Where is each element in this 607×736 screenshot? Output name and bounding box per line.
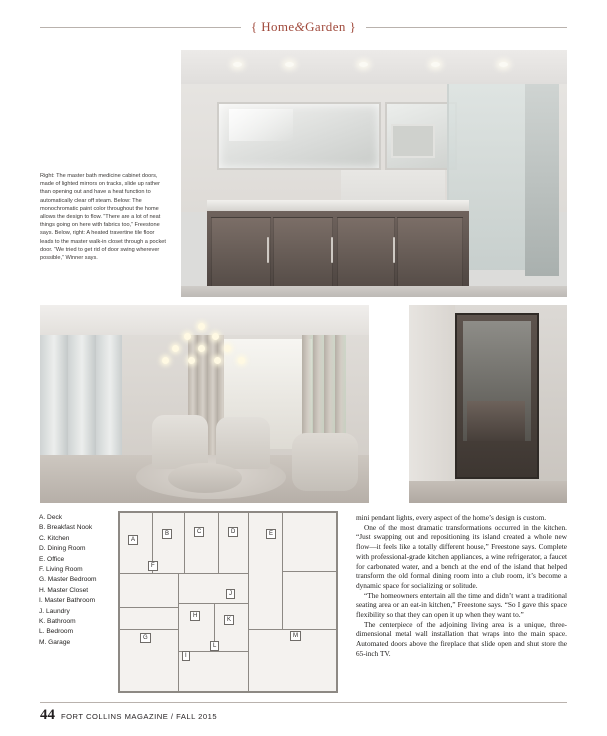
legend-item: J. Laundry — [39, 607, 70, 615]
body-paragraph: mini pendant lights, every aspect of the home’s design is custom. — [356, 513, 547, 522]
publication-name: FORT COLLINS MAGAZINE / FALL 2015 — [61, 712, 218, 721]
legend-item: B. Breakfast Nook — [39, 524, 93, 532]
floorplan-label-k: K — [224, 615, 234, 625]
body-paragraph: “The homeowners entertain all the time and didn’t want a traditional seating area or an eat-in kitchen,” Freestone says. “So I gave this space flexibility so that they can open it up when they want to.” — [356, 590, 567, 620]
closet-vanity — [467, 401, 525, 441]
legend-item: C. Kitchen — [39, 534, 70, 542]
legend-item: F. Living Room — [39, 566, 83, 574]
chandelier — [158, 323, 254, 375]
floorplan-label-i: I — [182, 651, 190, 661]
floorplan-label-c: C — [194, 527, 204, 537]
floorplan-label-g: G — [140, 633, 151, 643]
legend-item: K. Bathroom — [39, 618, 76, 626]
header-rule-left — [40, 27, 241, 28]
armchair-left — [152, 415, 208, 469]
page-number: 44 — [40, 707, 55, 723]
legend-item: G. Master Bedroom — [39, 576, 97, 584]
floorplan-label-f: F — [148, 561, 158, 571]
floorplan-label-b: B — [162, 529, 172, 539]
brace-open: { — [250, 19, 258, 34]
body-paragraph: The centerpiece of the adjoining living area is a unique, three-dimensional metal wall installation that wraps into the main space. Automated doors above the fireplace that slide open and shut store the 65-inch TV. — [356, 619, 567, 658]
photo-living-room — [40, 305, 369, 503]
page-footer — [40, 707, 217, 724]
travertine-floor — [409, 481, 567, 503]
body-paragraph: One of the most dramatic transformations occurred in the kitchen. “Just swapping out and repositioning its island created a whole new flow—it feels like a totally different house,” Freestone says. Complete with professional-grade kitchen appliances, a wine refrigerator, a faucet for carbonated water, and a bench at the end of the island that helped transform the old formal dining room into a club room, it’s become a dynamic space for socializing or solitude. — [356, 522, 567, 590]
floorplan-label-d: D — [228, 527, 238, 537]
shower-stall — [525, 84, 559, 276]
legend-item: H. Master Closet — [39, 586, 89, 594]
floorplan-label-h: H — [190, 611, 200, 621]
legend-item: E. Office — [39, 555, 65, 563]
floorplan-label-a: A — [128, 535, 138, 545]
legend-item: I. Master Bathroom — [39, 597, 96, 605]
ottoman — [168, 463, 242, 493]
floorplan-label-l: L — [210, 641, 219, 651]
medicine-cabinet-mirror — [217, 102, 381, 170]
mirrored-wall — [40, 335, 122, 467]
armchair-center — [216, 417, 270, 469]
title-left: Home — [261, 19, 295, 34]
legend-item: A. Deck — [39, 514, 63, 521]
legend-item: M. Garage — [39, 638, 71, 646]
footer-rule — [40, 702, 567, 703]
legend-item: D. Dining Room — [39, 545, 86, 553]
title-right: Garden — [305, 19, 346, 34]
photo-master-bath — [181, 50, 567, 297]
floorplan-label-e: E — [266, 529, 276, 539]
photo-master-closet-door — [409, 305, 567, 503]
floor-plan — [118, 511, 338, 693]
ceiling-lights — [181, 62, 567, 72]
floorplan-label-j: J — [226, 589, 235, 599]
floorplan-label-m: M — [290, 631, 301, 641]
floorplan-legend — [39, 513, 117, 648]
brace-close: } — [349, 19, 357, 34]
legend-item: L. Bedroom — [39, 628, 74, 636]
double-vanity — [207, 211, 469, 295]
shower-niche — [391, 124, 435, 158]
armchair-right — [292, 433, 358, 491]
article-body — [356, 513, 567, 659]
page-header — [40, 17, 567, 37]
title-ampersand: & — [294, 19, 306, 34]
photo-caption: Right: The master bath medicine cabinet doors, made of lighted mirrors on tracks, slide up rather than opening out and have a heat function to automatically clear off steam. Below: The monochromatic paint color throughout the home allows the design to flow. “There are a lot of neat things going on here with fabrics too,” Freestone says. Below, right: A heated travertine tile floor leads to the master walk-in closet through a pocket door. “We tried to get rid of door swing wherever possible,” Winner says. — [40, 173, 166, 262]
header-rule-right — [366, 27, 567, 28]
page-title — [241, 19, 366, 35]
